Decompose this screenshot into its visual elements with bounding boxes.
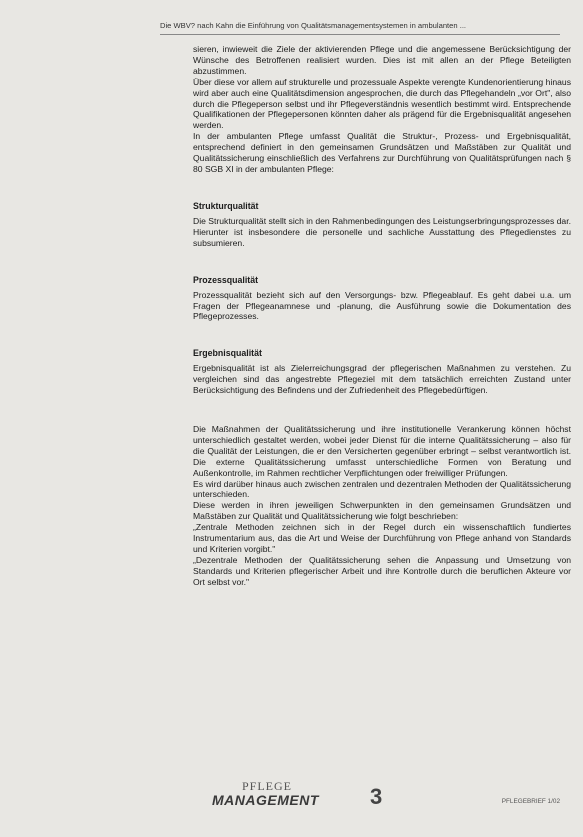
paragraph: In der ambulanten Pflege umfasst Qualität die Struktur-, Prozess- und Ergebnisqualität, entsprechend definiert in den gemeinsamen Grundsätzen und Maßstäben zur Qualität und Qualitätssicherung einschließlich des Verfahrens zur Durchführung von Qualitätsprüfungen nach § 80 SGB XI in der ambulanten Pflege:: [193, 131, 571, 174]
section-text-prozessqualitaet: Prozessqualität bezieht sich auf den Versorgungs- bzw. Pflegeablauf. Es geht dabei u.a. um Fragen der Pflegeanamnese und -planung, die Ausführung sowie die Dokumentation des Pflegeprozesses.: [193, 289, 571, 322]
paragraph: Diese werden in ihren jeweiligen Schwerpunkten in den gemeinsamen Grundsätzen und Maßstäben zur Qualität und Qualitätssicherung wie folgt beschrieben:: [193, 500, 571, 522]
section-heading-prozessqualitaet: Prozessqualität: [193, 274, 259, 285]
section-text-strukturqualitaet: Die Strukturqualität stellt sich in den Rahmenbedingungen des Leistungserbringungsprozesses dar. Hierunter ist insbesondere die personelle und sachliche Ausstattung des Pflegedienstes zu subsumieren.: [193, 215, 571, 248]
article-body: [193, 44, 571, 588]
section-heading-strukturqualitaet: Strukturqualität: [193, 200, 259, 211]
paragraph: Die Maßnahmen der Qualitätssicherung und ihre institutionelle Verankerung können höchst unterschiedlich gestaltet werden, wobei jeder Dienst für die interne Qualitätssicherung – also für die Qualität der Leistungen, die er den Versicherten gegenüber erbringt – selbst verantwortlich ist. Die externe Qualitätssicherung umfasst unterschiedliche Formen von Beratung und Außenkontrolle, im Rahmen rechtlicher Verpflichtungen oder freiwilliger Prüfungen.: [193, 424, 571, 478]
logo-line-1: PFLEGE: [242, 779, 293, 793]
page-footer: [200, 780, 580, 820]
paragraph: sieren, inwieweit die Ziele der aktivierenden Pflege und die angemessene Berücksichtigung der Wünsche des Betroffenen realisiert wurden. Dies ist mit allen an der Pflege Beteiligten abzustimmen.: [193, 44, 571, 76]
paragraph: Es wird darüber hinaus auch zwischen zentralen und dezentralen Methoden der Qualitätssicherung unterschieden.: [193, 478, 571, 500]
quote-paragraph: „Zentrale Methoden zeichnen sich in der Regel durch ein wissenschaftlich fundiertes Instrumentarium aus, das die Art und Weise der Durchführung von Pflege anhand von Standards und Kriterien vorgibt.": [193, 522, 571, 554]
quote-paragraph: „Dezentrale Methoden der Qualitätssicherung sehen die Anpassung und Umsetzung von Standards und Kriterien pflegerischer Arbeit und ihre Kontrolle durch die beruflichen Akteure vor Ort selbst vor.": [193, 554, 571, 587]
pflege-management-logo: [212, 780, 319, 808]
section-text-ergebnisqualitaet: Ergebnisqualität ist als Zielerreichungsgrad der pflegerischen Maßnahmen zu verstehen. Zu vergleichen sind das angestrebte Pflegeziel mit dem tatsächlich erreichten Zustand unter Berücksichtigung des Befindens und der Zufriedenheit des Pflegebedürftigen.: [193, 363, 571, 396]
logo-line-2: MANAGEMENT: [212, 792, 319, 808]
paragraph: Über diese vor allem auf strukturelle und prozessuale Aspekte verengte Kundenorientierung hinaus wird aber auch eine Qualitätsdimension angesprochen, die durch das Pflegehandeln „vor Ort", also durch die Pflegeperson selbst und ihr Pflegeverständnis wesentlich bestimmt wird. Entsprechende Qualifikationen der Pflegepersonen könnten daher als prägend für die Ergebnisqualität angesehen werden.: [193, 76, 571, 131]
section-heading-ergebnisqualitaet: Ergebnisqualität: [193, 348, 262, 359]
running-header: Die WBV? nach Kahn die Einführung von Qualitätsmanagementsystemen in ambulanten ...: [160, 18, 560, 35]
issue-label: PFLEGEBRIEF 1/02: [501, 798, 560, 805]
page-number: 3: [370, 784, 383, 809]
